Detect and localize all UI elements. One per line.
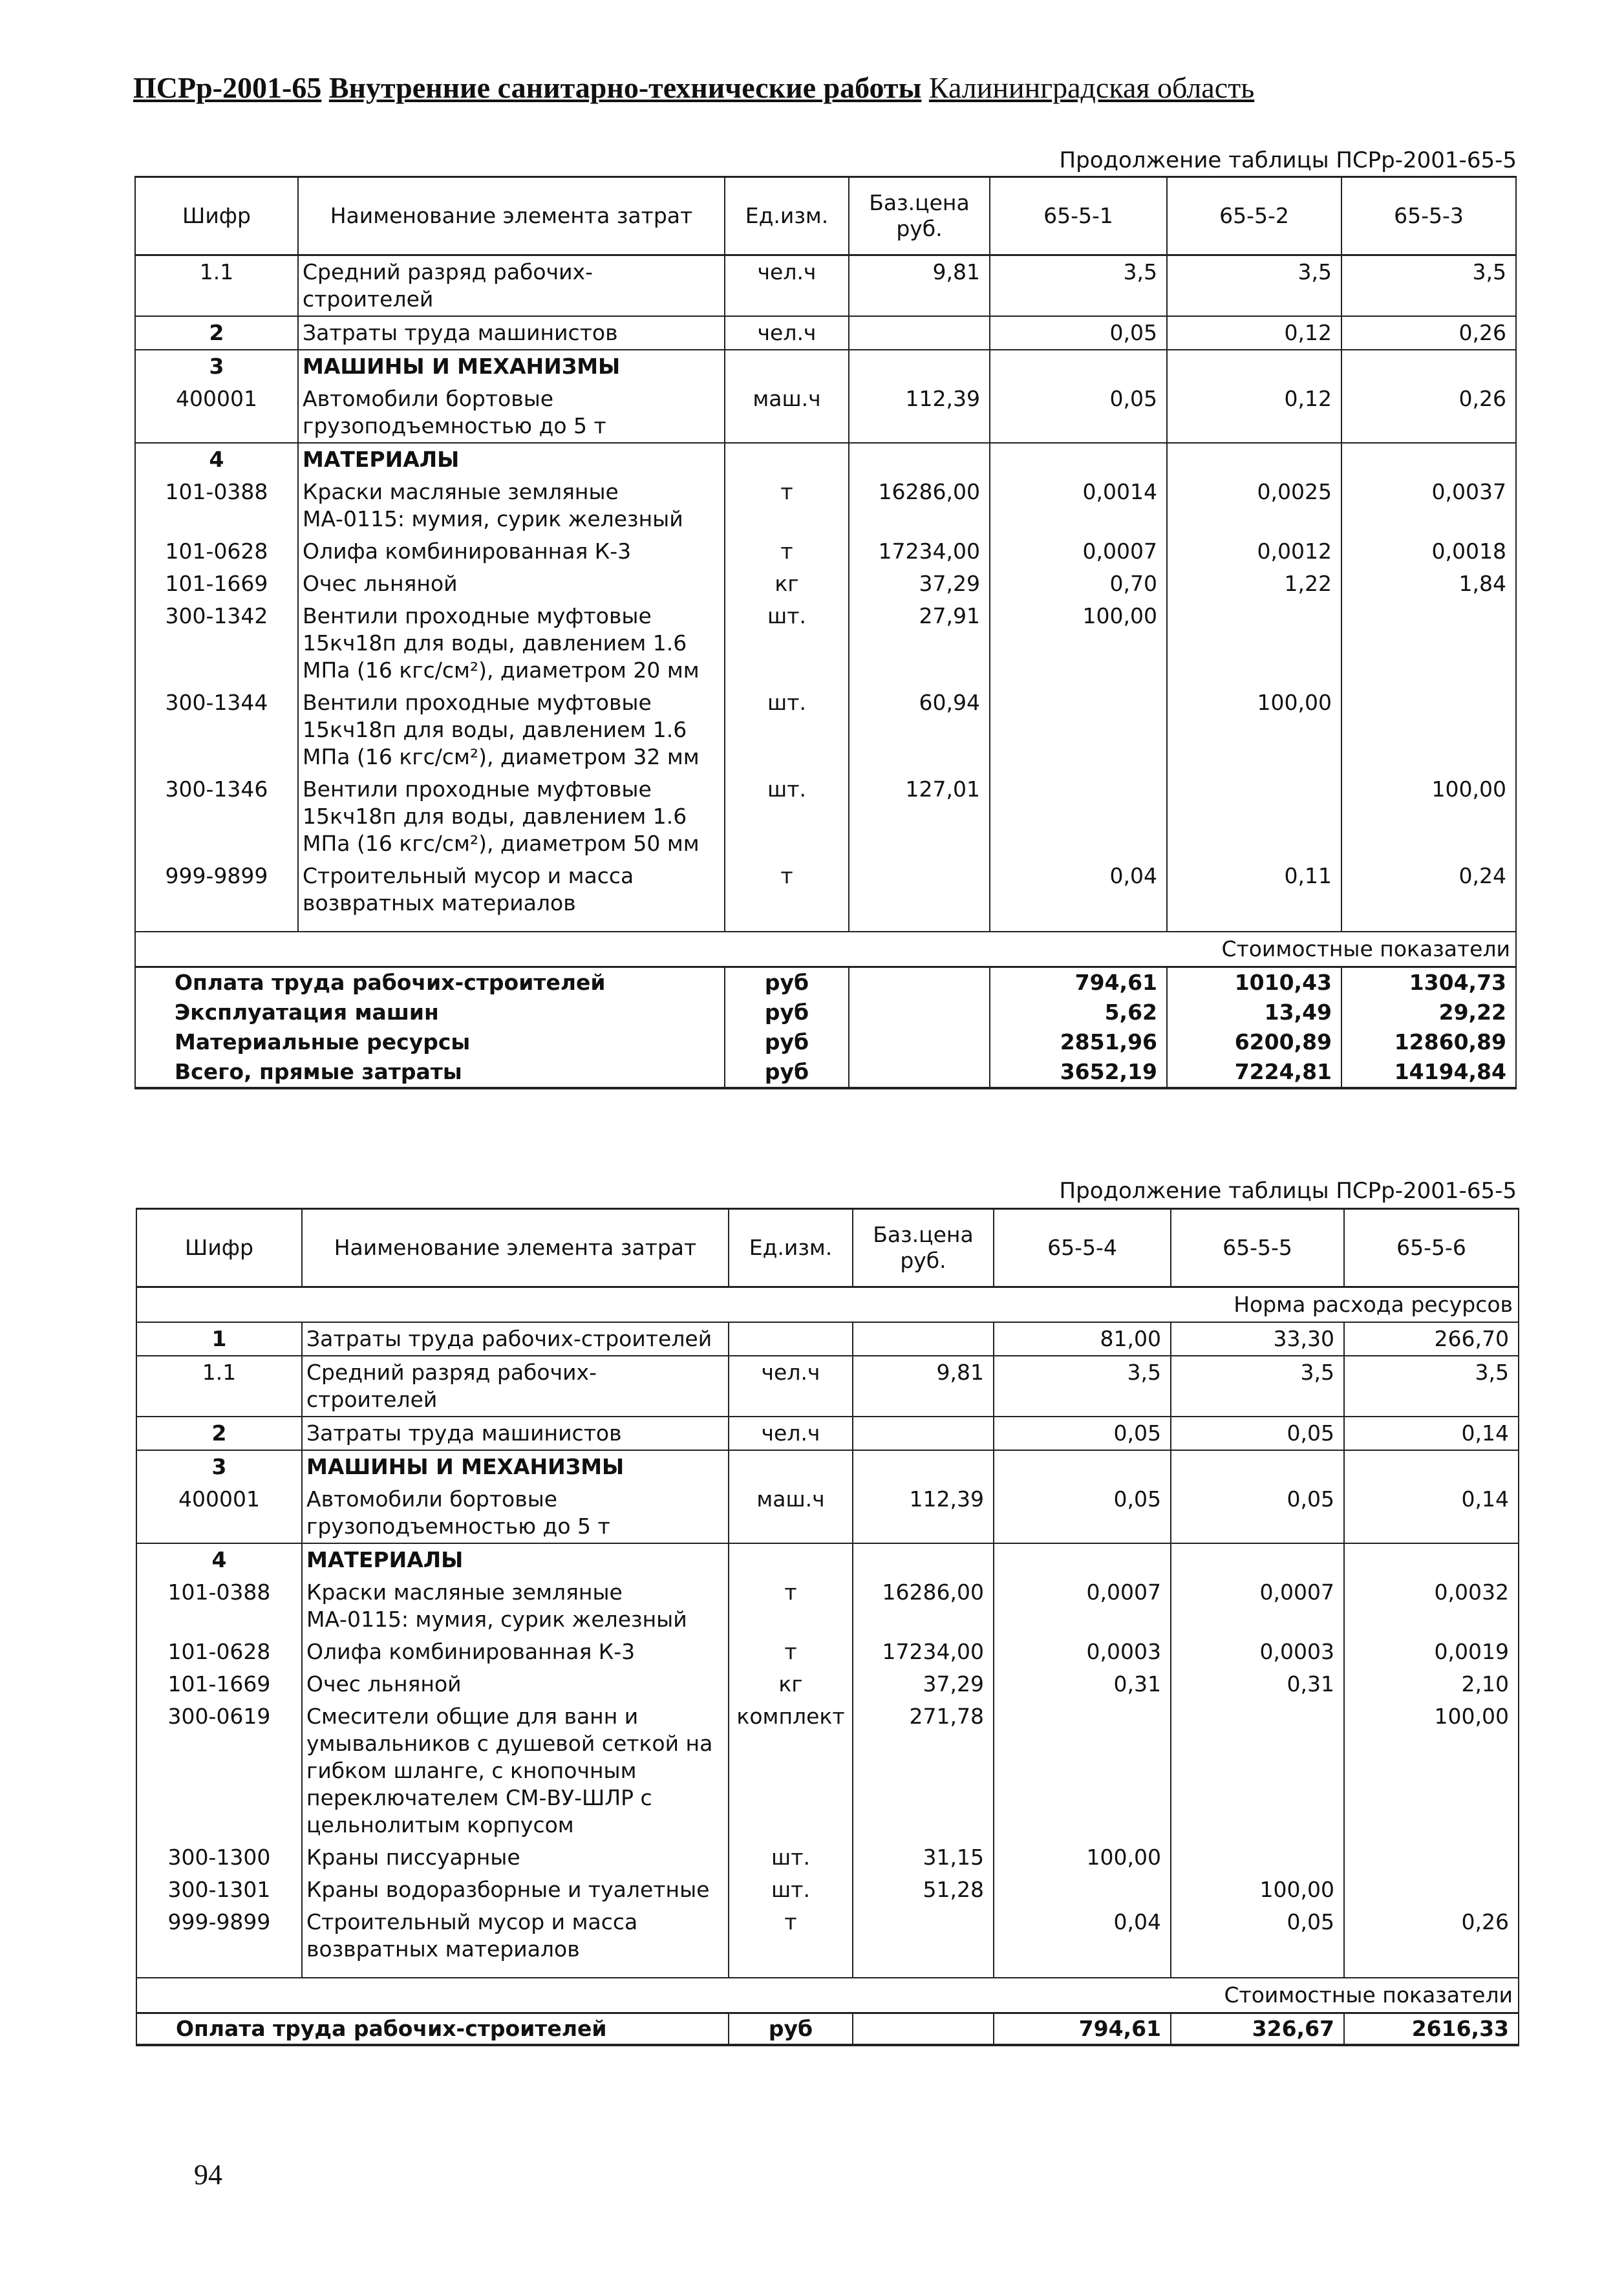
column-header: Ед.изм.: [729, 1209, 853, 1287]
row-value-2: 0,05: [1171, 1483, 1344, 1543]
spacer-cell: [1341, 919, 1516, 932]
spacer-cell: [135, 919, 298, 932]
table-row: [136, 1576, 1519, 1636]
column-header: 65-5-6: [1344, 1209, 1519, 1287]
table-row: [136, 1636, 1519, 1668]
row-value-2: 33,30: [1171, 1322, 1344, 1356]
row-value-2: 0,05: [1171, 1906, 1344, 1965]
row-value-1: 0,04: [994, 1906, 1171, 1965]
cost-unit: руб: [725, 998, 849, 1027]
row-name: Вентили проходные муфтовые 15кч18п для воды, давлением 1.6 МПа (16 кгс/см²), диаметром 32 мм: [298, 687, 725, 773]
header-code: ПСРр-2001-65: [133, 71, 322, 104]
table2-caption: Продолжение таблицы ПСРр-2001-65-5: [1059, 1178, 1517, 1204]
resource-table-1: [134, 176, 1517, 1089]
resource-table-2: [136, 1208, 1519, 2046]
table-row: [135, 383, 1516, 443]
row-value-3: [1344, 1543, 1519, 1576]
row-name: Вентили проходные муфтовые 15кч18п для воды, давлением 1.6 МПа (16 кгс/см²), диаметром 50 мм: [298, 773, 725, 860]
table-row: [136, 1874, 1519, 1906]
row-value-3: [1341, 350, 1516, 383]
row-value-2: 0,0025: [1167, 476, 1341, 535]
column-header: Баз.цена руб.: [853, 1209, 994, 1287]
row-unit: шт.: [725, 687, 849, 773]
spacer-cell: [849, 919, 990, 932]
row-price: 37,29: [853, 1668, 994, 1700]
row-unit: т: [725, 860, 849, 919]
cost-value-3: 14194,84: [1341, 1057, 1516, 1088]
row-code: 300-1342: [135, 600, 298, 687]
row-value-2: [1171, 1543, 1344, 1576]
row-price: 31,15: [853, 1841, 994, 1874]
row-name: Краны писсуарные: [302, 1841, 729, 1874]
row-code: 1.1: [135, 255, 298, 317]
row-unit: т: [729, 1636, 853, 1668]
row-code: 300-1300: [136, 1841, 302, 1874]
row-value-3: 100,00: [1344, 1700, 1519, 1841]
row-unit: [729, 1543, 853, 1576]
row-value-2: 0,05: [1171, 1417, 1344, 1450]
table-row: [135, 687, 1516, 773]
row-price: 271,78: [853, 1700, 994, 1841]
row-value-3: 0,0037: [1341, 476, 1516, 535]
row-value-1: [990, 773, 1167, 860]
table-header-row: [136, 1209, 1519, 1287]
spacer-cell: [990, 919, 1167, 932]
row-unit: чел.ч: [729, 1356, 853, 1417]
row-value-1: 0,0007: [994, 1576, 1171, 1636]
row-value-1: 81,00: [994, 1322, 1171, 1356]
row-price: [849, 316, 990, 350]
row-price: [853, 1322, 994, 1356]
cost-price: [849, 998, 990, 1027]
cost-band-row: [135, 932, 1516, 967]
cost-row: [136, 2013, 1519, 2046]
row-code: 300-1344: [135, 687, 298, 773]
spacer-cell: [994, 1965, 1171, 1978]
row-name: Автомобили бортовые грузоподъемностью до 5 т: [302, 1483, 729, 1543]
spacer-cell: [302, 1965, 729, 1978]
row-price: [853, 1906, 994, 1965]
row-name: Краски масляные земляные МА-0115: мумия, сурик железный: [298, 476, 725, 535]
column-header: 65-5-5: [1171, 1209, 1344, 1287]
table-row: [136, 1450, 1519, 1483]
row-name: Затраты труда рабочих-строителей: [302, 1322, 729, 1356]
row-name: МАШИНЫ И МЕХАНИЗМЫ: [298, 350, 725, 383]
row-value-2: [1167, 443, 1341, 476]
cost-label: Материальные ресурсы: [135, 1027, 725, 1057]
row-name: Краны водоразборные и туалетные: [302, 1874, 729, 1906]
row-value-2: [1171, 1700, 1344, 1841]
cost-unit: руб: [725, 1027, 849, 1057]
cost-row: [135, 1057, 1516, 1088]
row-value-3: 3,5: [1344, 1356, 1519, 1417]
row-name: Затраты труда машинистов: [298, 316, 725, 350]
cost-price: [849, 967, 990, 998]
row-unit: т: [725, 476, 849, 535]
row-name: Смесители общие для ванн и умывальников с душевой сеткой на гибком шланге, с кнопочным переключателем СМ-ВУ-ШЛР с цельнолитым корпусом: [302, 1700, 729, 1841]
row-unit: [729, 1322, 853, 1356]
row-value-1: [994, 1450, 1171, 1483]
table-row: [135, 443, 1516, 476]
row-value-1: 0,31: [994, 1668, 1171, 1700]
row-value-2: 0,0012: [1167, 535, 1341, 568]
row-value-3: 0,14: [1344, 1417, 1519, 1450]
column-header: Наименование элемента затрат: [298, 177, 725, 255]
cost-value-1: 2851,96: [990, 1027, 1167, 1057]
column-header: 65-5-3: [1341, 177, 1516, 255]
column-header: Наименование элемента затрат: [302, 1209, 729, 1287]
row-code: 4: [135, 443, 298, 476]
row-unit: шт.: [729, 1841, 853, 1874]
row-price: 37,29: [849, 568, 990, 600]
row-value-3: 0,26: [1341, 316, 1516, 350]
row-value-2: 0,12: [1167, 383, 1341, 443]
cost-row: [135, 998, 1516, 1027]
table-row: [136, 1483, 1519, 1543]
table-row: [135, 535, 1516, 568]
row-code: 2: [136, 1417, 302, 1450]
cost-band: Стоимостные показатели: [135, 932, 1516, 967]
row-value-3: 0,0018: [1341, 535, 1516, 568]
cost-value-1: 3652,19: [990, 1057, 1167, 1088]
row-code: 3: [135, 350, 298, 383]
row-price: 51,28: [853, 1874, 994, 1906]
cost-value-3: 1304,73: [1341, 967, 1516, 998]
cost-value-3: 2616,33: [1344, 2013, 1519, 2046]
row-code: 101-0628: [135, 535, 298, 568]
table-row: [136, 1322, 1519, 1356]
row-code: 3: [136, 1450, 302, 1483]
table-row: [136, 1906, 1519, 1965]
cost-value-1: 794,61: [994, 2013, 1171, 2046]
row-value-1: 0,05: [990, 316, 1167, 350]
row-value-2: 0,12: [1167, 316, 1341, 350]
row-value-2: [1167, 600, 1341, 687]
column-header: 65-5-4: [994, 1209, 1171, 1287]
row-value-1: 100,00: [990, 600, 1167, 687]
row-value-2: 100,00: [1171, 1874, 1344, 1906]
row-name: МАТЕРИАЛЫ: [298, 443, 725, 476]
spacer-row: [136, 1965, 1519, 1978]
spacer-cell: [1167, 919, 1341, 932]
row-code: 999-9899: [135, 860, 298, 919]
row-value-2: [1167, 773, 1341, 860]
row-code: 101-0388: [135, 476, 298, 535]
row-unit: чел.ч: [725, 255, 849, 317]
row-price: 127,01: [849, 773, 990, 860]
column-header: Баз.цена руб.: [849, 177, 990, 255]
table-row: [136, 1543, 1519, 1576]
cost-price: [849, 1057, 990, 1088]
row-value-1: 0,05: [994, 1483, 1171, 1543]
cost-price: [853, 2013, 994, 2046]
row-value-2: [1171, 1841, 1344, 1874]
row-value-1: 100,00: [994, 1841, 1171, 1874]
row-code: 999-9899: [136, 1906, 302, 1965]
row-value-1: 3,5: [990, 255, 1167, 317]
row-code: 2: [135, 316, 298, 350]
row-value-1: [990, 350, 1167, 383]
cost-value-2: 13,49: [1167, 998, 1341, 1027]
row-name: Очес льняной: [298, 568, 725, 600]
row-value-2: 0,31: [1171, 1668, 1344, 1700]
cost-label: Оплата труда рабочих-строителей: [136, 2013, 729, 2046]
row-value-1: 0,0007: [990, 535, 1167, 568]
row-value-3: [1341, 687, 1516, 773]
row-value-3: 0,26: [1341, 383, 1516, 443]
row-value-2: 1,22: [1167, 568, 1341, 600]
spacer-cell: [853, 1965, 994, 1978]
row-value-1: 3,5: [994, 1356, 1171, 1417]
row-value-3: 0,24: [1341, 860, 1516, 919]
row-price: 16286,00: [849, 476, 990, 535]
row-price: 112,39: [853, 1483, 994, 1543]
row-unit: маш.ч: [725, 383, 849, 443]
spacer-row: [135, 919, 1516, 932]
row-value-3: 1,84: [1341, 568, 1516, 600]
cost-value-2: 6200,89: [1167, 1027, 1341, 1057]
row-code: 300-1346: [135, 773, 298, 860]
row-name: Строительный мусор и масса возвратных материалов: [298, 860, 725, 919]
row-unit: чел.ч: [729, 1417, 853, 1450]
row-value-3: 0,14: [1344, 1483, 1519, 1543]
table-row: [135, 568, 1516, 600]
row-price: [853, 1417, 994, 1450]
row-value-2: 3,5: [1167, 255, 1341, 317]
cost-value-2: 326,67: [1171, 2013, 1344, 2046]
spacer-cell: [298, 919, 725, 932]
norm-band-row: [136, 1287, 1519, 1323]
row-name: МАШИНЫ И МЕХАНИЗМЫ: [302, 1450, 729, 1483]
row-unit: маш.ч: [729, 1483, 853, 1543]
row-value-1: [990, 443, 1167, 476]
row-unit: кг: [729, 1668, 853, 1700]
spacer-cell: [725, 919, 849, 932]
row-code: 1: [136, 1322, 302, 1356]
row-value-1: [994, 1700, 1171, 1841]
cost-unit: руб: [725, 967, 849, 998]
column-header: 65-5-1: [990, 177, 1167, 255]
cost-row: [135, 967, 1516, 998]
column-header: Шифр: [136, 1209, 302, 1287]
row-price: 16286,00: [853, 1576, 994, 1636]
cost-value-2: 1010,43: [1167, 967, 1341, 998]
row-name: Олифа комбинированная К-3: [302, 1636, 729, 1668]
cost-unit: руб: [729, 2013, 853, 2046]
row-name: МАТЕРИАЛЫ: [302, 1543, 729, 1576]
row-code: 101-1669: [135, 568, 298, 600]
row-price: 9,81: [849, 255, 990, 317]
row-value-3: [1344, 1841, 1519, 1874]
row-unit: [729, 1450, 853, 1483]
cost-label: Всего, прямые затраты: [135, 1057, 725, 1088]
row-name: Затраты труда машинистов: [302, 1417, 729, 1450]
row-value-1: 0,05: [994, 1417, 1171, 1450]
table-row: [136, 1356, 1519, 1417]
row-value-2: [1167, 350, 1341, 383]
row-value-3: 266,70: [1344, 1322, 1519, 1356]
page-header: [133, 70, 1254, 106]
row-value-1: 0,0014: [990, 476, 1167, 535]
row-code: 300-1301: [136, 1874, 302, 1906]
row-unit: [725, 443, 849, 476]
row-value-3: 0,0032: [1344, 1576, 1519, 1636]
row-unit: т: [725, 535, 849, 568]
row-price: [853, 1450, 994, 1483]
row-code: 400001: [135, 383, 298, 443]
row-price: 17234,00: [849, 535, 990, 568]
row-unit: т: [729, 1576, 853, 1636]
cost-value-2: 7224,81: [1167, 1057, 1341, 1088]
row-value-1: [990, 687, 1167, 773]
table-row: [135, 316, 1516, 350]
row-price: [849, 860, 990, 919]
cost-value-3: 29,22: [1341, 998, 1516, 1027]
table-row: [135, 773, 1516, 860]
table-row: [136, 1841, 1519, 1874]
row-value-3: [1341, 443, 1516, 476]
column-header: Шифр: [135, 177, 298, 255]
header-region: Калининградская область: [928, 71, 1255, 104]
cost-value-3: 12860,89: [1341, 1027, 1516, 1057]
cost-value-1: 5,62: [990, 998, 1167, 1027]
row-value-2: 100,00: [1167, 687, 1341, 773]
row-price: 60,94: [849, 687, 990, 773]
row-name: Автомобили бортовые грузоподъемностью до 5 т: [298, 383, 725, 443]
row-unit: комплект: [729, 1700, 853, 1841]
row-value-1: [994, 1543, 1171, 1576]
row-unit: чел.ч: [725, 316, 849, 350]
page-number: 94: [194, 2159, 222, 2190]
row-price: [849, 350, 990, 383]
spacer-cell: [729, 1965, 853, 1978]
row-value-1: 0,70: [990, 568, 1167, 600]
row-price: [849, 443, 990, 476]
table-row: [136, 1700, 1519, 1841]
row-name: Вентили проходные муфтовые 15кч18п для воды, давлением 1.6 МПа (16 кгс/см²), диаметром 20 мм: [298, 600, 725, 687]
column-header: Ед.изм.: [725, 177, 849, 255]
row-value-2: 0,11: [1167, 860, 1341, 919]
spacer-cell: [136, 1965, 302, 1978]
header-title: Внутренние санитарно-технические работы: [328, 71, 922, 104]
row-value-2: [1171, 1450, 1344, 1483]
table1-caption: Продолжение таблицы ПСРр-2001-65-5: [1059, 147, 1517, 173]
row-value-3: 0,0019: [1344, 1636, 1519, 1668]
norm-band: Норма расхода ресурсов: [136, 1287, 1519, 1323]
spacer-cell: [1344, 1965, 1519, 1978]
row-value-3: 2,10: [1344, 1668, 1519, 1700]
row-price: 9,81: [853, 1356, 994, 1417]
cost-price: [849, 1027, 990, 1057]
row-value-2: 0,0003: [1171, 1636, 1344, 1668]
table-row: [136, 1668, 1519, 1700]
row-price: 112,39: [849, 383, 990, 443]
cost-row: [135, 1027, 1516, 1057]
row-name: Краски масляные земляные МА-0115: мумия, сурик железный: [302, 1576, 729, 1636]
row-name: Олифа комбинированная К-3: [298, 535, 725, 568]
row-code: 101-1669: [136, 1668, 302, 1700]
table-header-row: [135, 177, 1516, 255]
cost-value-1: 794,61: [990, 967, 1167, 998]
row-value-3: 3,5: [1341, 255, 1516, 317]
row-unit: шт.: [729, 1874, 853, 1906]
row-value-1: 0,04: [990, 860, 1167, 919]
row-unit: т: [729, 1906, 853, 1965]
row-code: 101-0388: [136, 1576, 302, 1636]
row-name: Средний разряд рабочих-строителей: [298, 255, 725, 317]
table-row: [135, 476, 1516, 535]
row-code: 400001: [136, 1483, 302, 1543]
row-unit: [725, 350, 849, 383]
cost-label: Оплата труда рабочих-строителей: [135, 967, 725, 998]
row-name: Очес льняной: [302, 1668, 729, 1700]
spacer-cell: [1171, 1965, 1344, 1978]
row-code: 300-0619: [136, 1700, 302, 1841]
row-value-2: 0,0007: [1171, 1576, 1344, 1636]
row-value-1: 0,05: [990, 383, 1167, 443]
row-unit: шт.: [725, 773, 849, 860]
row-code: 101-0628: [136, 1636, 302, 1668]
row-value-3: 100,00: [1341, 773, 1516, 860]
row-value-3: [1344, 1450, 1519, 1483]
cost-band-row: [136, 1978, 1519, 2013]
row-value-3: 0,26: [1344, 1906, 1519, 1965]
row-price: 27,91: [849, 600, 990, 687]
row-unit: шт.: [725, 600, 849, 687]
cost-label: Эксплуатация машин: [135, 998, 725, 1027]
row-code: 1.1: [136, 1356, 302, 1417]
table-row: [135, 600, 1516, 687]
row-code: 4: [136, 1543, 302, 1576]
column-header: 65-5-2: [1167, 177, 1341, 255]
cost-unit: руб: [725, 1057, 849, 1088]
table-row: [136, 1417, 1519, 1450]
table-row: [135, 255, 1516, 317]
row-value-1: 0,0003: [994, 1636, 1171, 1668]
row-value-3: [1344, 1874, 1519, 1906]
row-value-1: [994, 1874, 1171, 1906]
cost-band: Стоимостные показатели: [136, 1978, 1519, 2013]
row-unit: кг: [725, 568, 849, 600]
row-value-3: [1341, 600, 1516, 687]
row-name: Строительный мусор и масса возвратных материалов: [302, 1906, 729, 1965]
row-price: 17234,00: [853, 1636, 994, 1668]
table-row: [135, 860, 1516, 919]
table-row: [135, 350, 1516, 383]
row-name: Средний разряд рабочих-строителей: [302, 1356, 729, 1417]
row-value-2: 3,5: [1171, 1356, 1344, 1417]
row-price: [853, 1543, 994, 1576]
